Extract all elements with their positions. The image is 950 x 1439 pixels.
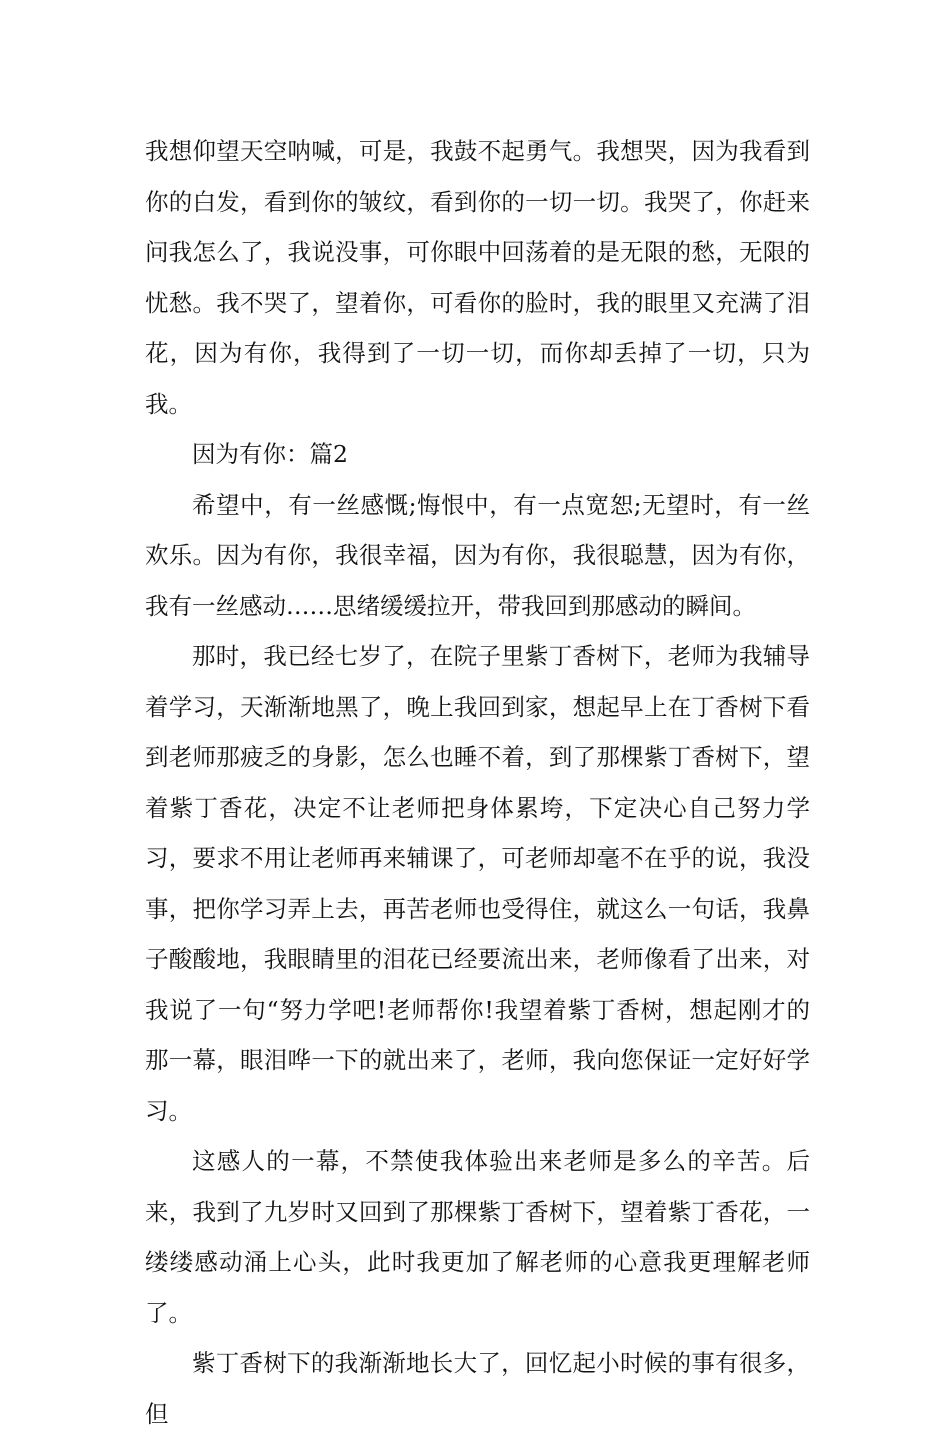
document-page	[145, 126, 810, 1439]
section-heading: 因为有你：篇2	[192, 440, 348, 468]
paragraph-1: 我想仰望天空呐喊，可是，我鼓不起勇气。我想哭，因为我看到你的白发，看到你的皱纹，看到你的一切一切。我哭了，你赶来问我怎么了，我说没事，可你眼中回荡着的是无限的愁，无限的忧愁。我不哭了，望着你，可看你的脸时，我的眼里又充满了泪花，因为有你，我得到了一切一切，而你却丢掉了一切，只为我。	[145, 137, 810, 418]
paragraph-2: 希望中，有一丝感慨;悔恨中，有一点宽恕;无望时，有一丝欢乐。因为有你，我很幸福，因为有你，我很聪慧，因为有你，我有一丝感动……思绪缓缓拉开，带我回到那感动的瞬间。	[145, 490, 810, 620]
paragraph-5: 紫丁香树下的我渐渐地长大了，回忆起小时候的事有很多，但	[145, 1349, 810, 1428]
paragraph-4: 这感人的一幕，不禁使我体验出来老师是多么的辛苦。后来，我到了九岁时又回到了那棵紫丁香树下，望着紫丁香花，一缕缕感动涌上心头，此时我更加了解老师的心意我更理解老师了。	[145, 1147, 810, 1327]
paragraph-3: 那时，我已经七岁了，在院子里紫丁香树下，老师为我辅导着学习，天渐渐地黑了，晚上我回到家，想起早上在丁香树下看到老师那疲乏的身影，怎么也睡不着，到了那棵紫丁香树下，望着紫丁香花，决定不让老师把身体累垮，下定决心自己努力学习，要求不用让老师再来辅课了，可老师却毫不在乎的说，我没事，把你学习弄上去，再苦老师也受得住，就这么一句话，我鼻子酸酸地，我眼睛里的泪花已经要流出来，老师像看了出来，对我说了一句“努力学吧!老师帮你!我望着紫丁香树，想起刚才的那一幕，眼泪哗一下的就出来了，老师，我向您保证一定好好学习。	[145, 642, 810, 1125]
